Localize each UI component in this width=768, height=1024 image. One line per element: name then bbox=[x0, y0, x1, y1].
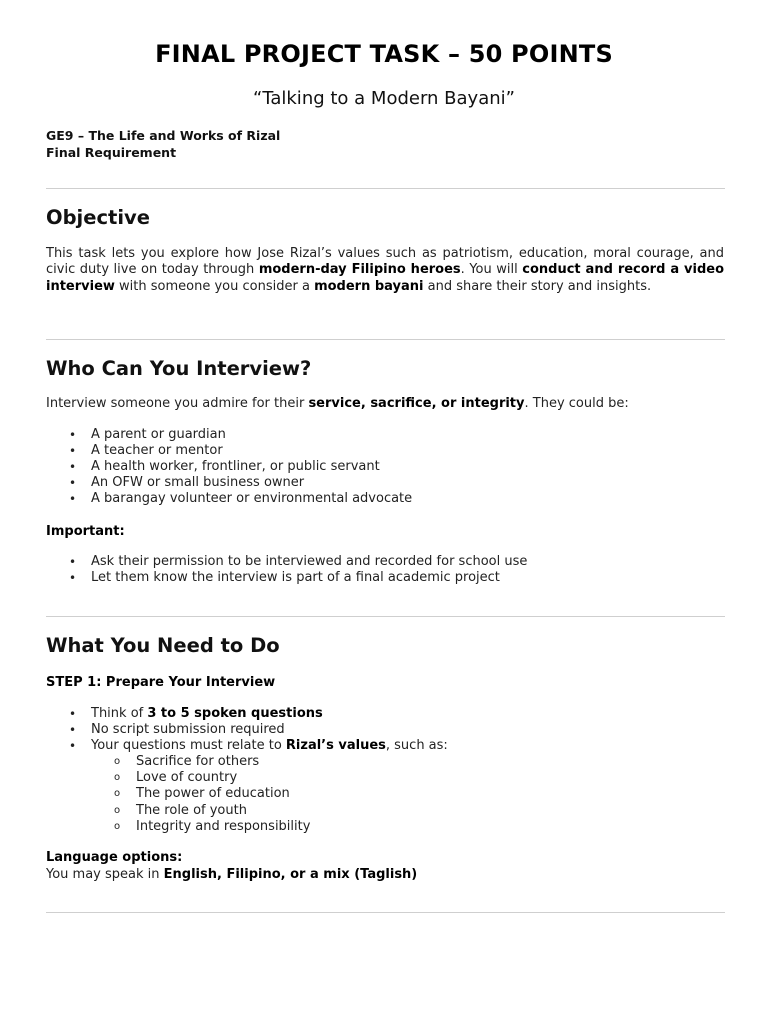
important-label: Important: bbox=[46, 524, 125, 539]
language-options: You may speak in English, Filipino, or a mix (Taglish) bbox=[46, 867, 418, 882]
requirement-label: Final Requirement bbox=[46, 145, 177, 160]
interviewee-list bbox=[46, 427, 412, 507]
objective-paragraph: This task lets you explore how Jose Rizal’s values such as patriotism, education, moral courage, and civic duty live on today through modern-day Filipino heroes. You will conduct and record a video interview with someone you consider a modern bayani and share their story and insights. bbox=[46, 246, 725, 294]
list-item: • A health worker, frontliner, or public servant bbox=[69, 459, 380, 474]
divider bbox=[46, 188, 725, 189]
list-item: • No script submission required bbox=[69, 722, 285, 737]
list-item: • An OFW or small business owner bbox=[69, 475, 305, 490]
values-list bbox=[46, 754, 310, 835]
list-item: • A teacher or mentor bbox=[69, 443, 223, 458]
list-item: • A barangay volunteer or environmental advocate bbox=[69, 491, 413, 506]
language-label: Language options: bbox=[46, 850, 183, 865]
who-heading: Who Can You Interview? bbox=[46, 357, 312, 380]
course-name: GE9 – The Life and Works of Rizal bbox=[46, 128, 281, 143]
important-list bbox=[46, 554, 527, 586]
objective-heading: Objective bbox=[46, 206, 150, 229]
document-subtitle: “Talking to a Modern Bayani” bbox=[253, 88, 515, 109]
todo-heading: What You Need to Do bbox=[46, 634, 280, 657]
document-title: FINAL PROJECT TASK – 50 POINTS bbox=[155, 40, 613, 68]
list-item: • Think of 3 to 5 spoken questions bbox=[69, 706, 323, 721]
list-item: o Love of country bbox=[114, 770, 238, 786]
list-item: o The role of youth bbox=[114, 802, 247, 818]
divider bbox=[46, 616, 725, 617]
step1-list bbox=[46, 706, 448, 754]
list-item: • Your questions must relate to Rizal’s values, such as: bbox=[69, 738, 448, 753]
list-item: • Let them know the interview is part of a final academic project bbox=[69, 570, 500, 585]
list-item: o The power of education bbox=[114, 786, 290, 802]
list-item: • Ask their permission to be interviewed and recorded for school use bbox=[69, 554, 528, 569]
list-item: o Sacrifice for others bbox=[114, 754, 260, 769]
list-item: o Integrity and responsibility bbox=[114, 818, 311, 834]
list-item: • A parent or guardian bbox=[69, 427, 226, 442]
divider bbox=[46, 912, 725, 913]
divider bbox=[46, 339, 725, 340]
who-intro: Interview someone you admire for their service, sacrifice, or integrity. They could be: bbox=[46, 396, 629, 411]
step1-label: STEP 1: Prepare Your Interview bbox=[46, 675, 276, 690]
